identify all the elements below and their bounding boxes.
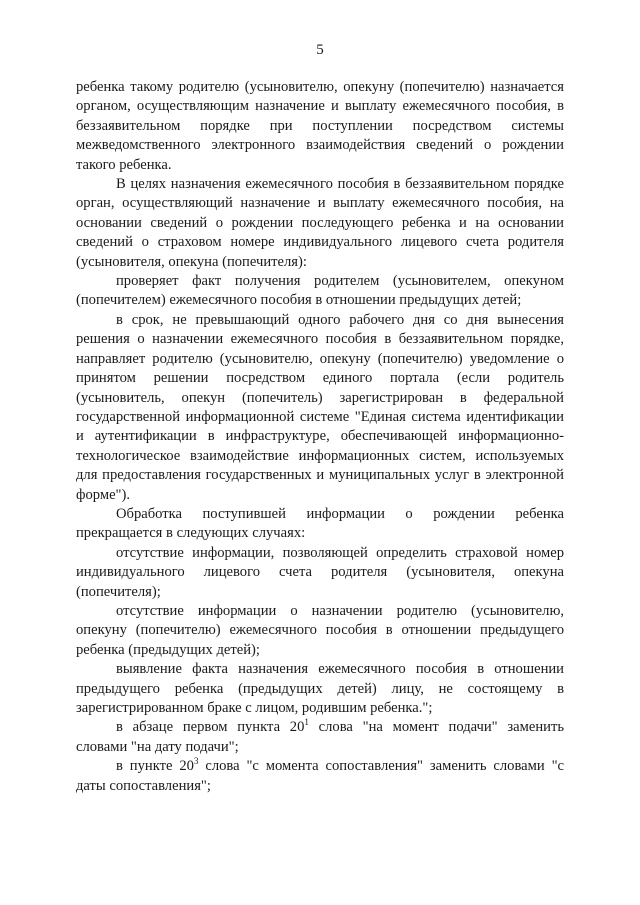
paragraph: В целях назначения ежемесячного пособия в беззаявительном порядке орган, осуществляющий назначение и выплату ежемесячного пособия, на основании сведений о рождении последующего ребенка и на основании сведений о страховом номере индивидуального лицевого счета родителя (усыновителя, опекуна (попечителя): bbox=[76, 176, 564, 270]
amendment-prefix: в пункте 20 bbox=[116, 758, 194, 775]
superscript: 1 bbox=[304, 717, 309, 728]
amendment-suffix: слова "с момента сопоставления" заменить словами "с даты сопоставления"; bbox=[76, 758, 565, 794]
amendment-prefix: в абзаце первом пункта 20 bbox=[116, 719, 305, 736]
amendment-paragraph bbox=[76, 757, 564, 796]
paragraph: проверяет факт получения родителем (усыновителем, опекуном (попечителем) ежемесячного пособия в отношении предыдущих детей; bbox=[76, 273, 564, 309]
document-body bbox=[76, 78, 564, 796]
paragraph: выявление факта назначения ежемесячного пособия в отношении предыдущего ребенка (предыдущих детей) лицу, не состоящему в зарегистрированном браке с лицом, родившим ребенка."; bbox=[76, 661, 564, 716]
paragraph: ребенка такому родителю (усыновителю, опекуну (попечителю) назначается органом, осуществляющим назначение и выплату ежемесячного пособия, в беззаявительном порядке при поступлении посредством системы межведомственного электронного взаимодействия сведений о рождении такого ребенка. bbox=[76, 79, 564, 173]
paragraph: Обработка поступившей информации о рождении ребенка прекращается в следующих случаях: bbox=[76, 505, 564, 542]
paragraph: отсутствие информации о назначении родителю (усыновителю, опекуну (попечителю) ежемесячного пособия в отношении предыдущего ребенка (предыдущих детей); bbox=[76, 602, 564, 658]
paragraph: в срок, не превышающий одного рабочего дня со дня вынесения решения о назначении ежемесячного пособия в беззаявительном порядке, направляет родителю (усыновителю, опекуну (попечителю) уведомление о принятом решении посредством единого портала (если родитель (усыновитель, опекун (попечитель) зарегистрирован в федеральной государственной информационной системе "Единая система идентификации и аутентификации в инфраструктуре, обеспечивающей информационно-технологическое взаимодействие информационных систем, используемых для предоставления государственных и муниципальных услуг в электронной форме"). bbox=[76, 311, 564, 503]
amendment-paragraph bbox=[76, 718, 564, 757]
page-number: 5 bbox=[316, 42, 324, 58]
amendment-suffix: слова "на момент подачи" заменить словами "на дату подачи"; bbox=[76, 719, 564, 755]
superscript: 3 bbox=[193, 756, 199, 767]
paragraph: отсутствие информации, позволяющей определить страховой номер индивидуального лицевого счета родителя (усыновителя, опекуна (попечителя); bbox=[76, 544, 564, 600]
